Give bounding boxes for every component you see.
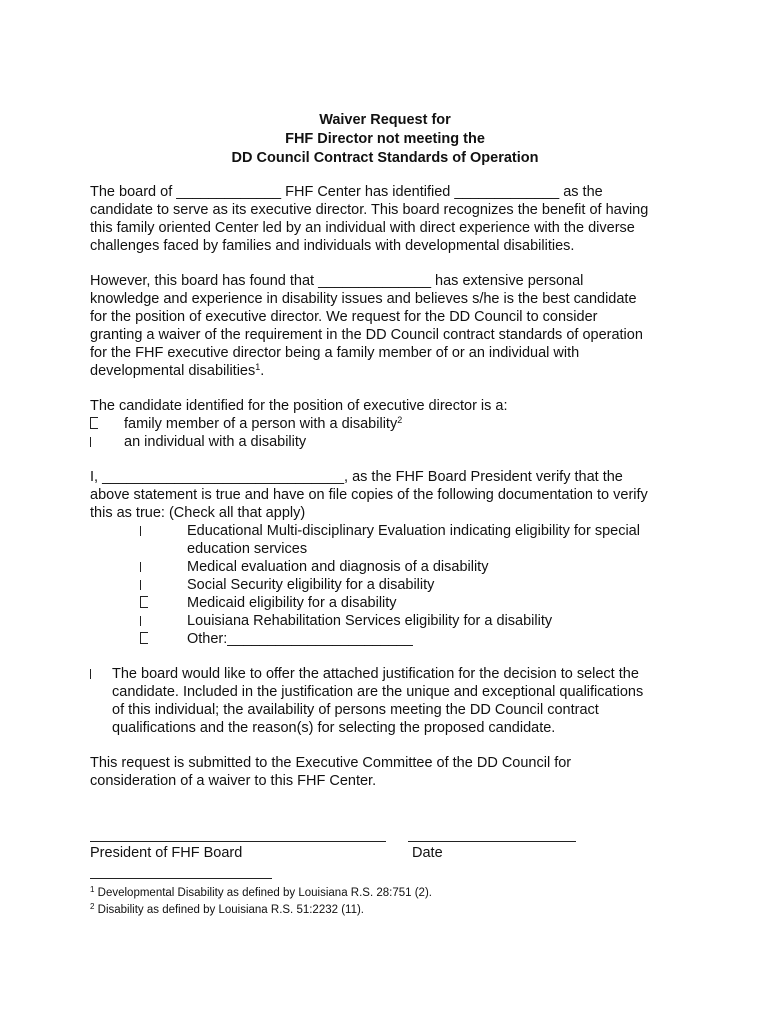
candidate-option-individual[interactable]: an individual with a disability	[90, 433, 92, 451]
checkbox-icon[interactable]	[140, 596, 148, 608]
request-line: for the position of executive director. We request for the DD Council to consider	[90, 309, 598, 325]
waiver-request-paragraph	[90, 272, 690, 380]
checkbox-icon[interactable]	[140, 580, 142, 590]
document-title	[0, 111, 770, 168]
footnote-2: $^2$ Disability as defined by Louisiana R.S. 51:2232 (11).	[90, 902, 365, 916]
doc-option-other[interactable]: Other:_______________________	[140, 630, 148, 648]
candidate-type-intro: The candidate identified for the position of executive director is a:	[90, 398, 508, 414]
footnote-1: $^1$ Developmental Disability as defined by Louisiana R.S. 28:751 (2).	[90, 885, 432, 899]
checkbox-icon[interactable]	[140, 526, 142, 536]
intro-paragraph	[90, 183, 690, 255]
checkbox-icon[interactable]	[140, 562, 142, 572]
submission-paragraph: This request is submitted to the Executive Committee of the DD Council for consideration of a waiver to this FHF Center.	[90, 755, 572, 789]
intro-line: The board of _____________ FHF Center has identified _____________ as the	[90, 184, 603, 200]
candidate-option-family-member[interactable]: family member of a person with a disability$^2$	[90, 415, 98, 433]
checkbox-icon[interactable]	[90, 417, 98, 429]
verification-line: I, ______________________________, as the FHF Board President verify that the	[90, 469, 623, 485]
checkbox-icon[interactable]	[140, 616, 142, 626]
checkbox-icon[interactable]	[140, 632, 148, 644]
president-signature-line[interactable]	[90, 841, 386, 842]
date-signature-line[interactable]	[408, 841, 576, 842]
request-line: developmental disabilities$^1$.	[90, 362, 265, 379]
verification-line: above statement is true and have on file copies of the following documentation to verify	[90, 487, 648, 503]
president-label: President of FHF Board	[90, 845, 243, 861]
footnote-separator	[90, 878, 272, 879]
title-line-1: Waiver Request for	[319, 112, 451, 128]
justification-option[interactable]: The board would like to offer the attached justification for the decision to select the candidate. Included in the justification are the unique and exceptional qualifications of this individual; the availability of persons meeting the DD Council contract qualifications and the reason(s) for selecting the proposed candidate.	[90, 665, 92, 683]
checkbox-icon[interactable]	[90, 669, 92, 679]
doc-option-social-security[interactable]: Social Security eligibility for a disability	[140, 576, 142, 594]
verification-line: this as true: (Check all that apply)	[90, 505, 306, 521]
request-line: knowledge and experience in disability issues and believes s/he is the best candidate	[90, 291, 637, 307]
doc-option-medical-evaluation[interactable]: Medical evaluation and diagnosis of a disability	[140, 558, 142, 576]
date-label: Date	[412, 845, 443, 861]
title-line-2: FHF Director not meeting the	[285, 131, 485, 147]
doc-option-educational-evaluation[interactable]: Educational Multi-disciplinary Evaluation indicating eligibility for special education services	[140, 522, 142, 540]
footnote-ref-1: 1	[255, 362, 261, 372]
request-line: However, this board has found that ______________ has extensive personal	[90, 273, 584, 289]
request-line: granting a waiver of the requirement in the DD Council contract standards of operation	[90, 327, 643, 343]
title-line-3: DD Council Contract Standards of Operation	[231, 150, 539, 166]
request-line: for the FHF executive director being a family member of or an individual with	[90, 345, 580, 361]
doc-option-louisiana-rehabilitation[interactable]: Louisiana Rehabilitation Services eligibility for a disability	[140, 612, 142, 630]
intro-line: challenges faced by families and individuals with developmental disabilities.	[90, 238, 575, 254]
verification-paragraph	[90, 468, 690, 522]
intro-line: candidate to serve as its executive director. This board recognizes the benefit of having	[90, 202, 649, 218]
footnote-ref-2: 2	[397, 415, 403, 425]
checkbox-icon[interactable]	[90, 437, 92, 447]
intro-line: this family oriented Center led by an individual with direct experience with the diverse	[90, 220, 635, 236]
doc-option-medicaid[interactable]: Medicaid eligibility for a disability	[140, 594, 148, 612]
